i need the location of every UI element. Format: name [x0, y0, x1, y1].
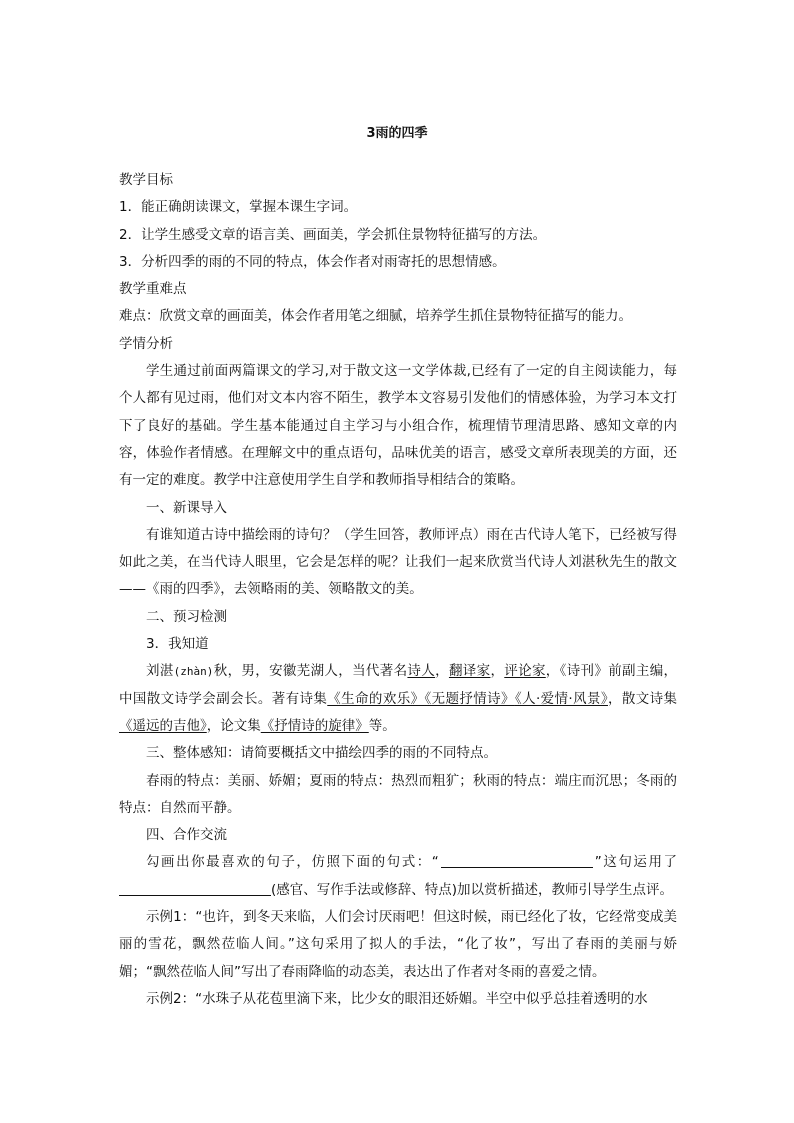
underlined-term: 诗人 — [407, 663, 436, 680]
separator: ， — [435, 663, 449, 680]
author-text: 等。 — [368, 717, 396, 734]
author-text: 刘湛 — [146, 663, 174, 680]
book-title: 《人·爱情·风景》 — [514, 690, 608, 707]
author-text: 秋，男，安徽芜湖人，当代著名 — [213, 663, 408, 680]
task-text: 勾画出你最喜欢的句子，仿照下面的句式：“ — [146, 854, 439, 871]
task-paragraph — [119, 849, 677, 904]
document-body — [119, 167, 677, 1013]
author-paragraph — [119, 658, 677, 740]
goal-item: 3．分析四季的雨的不同的特点，体会作者对雨寄托的思想情感。 — [119, 253, 506, 270]
features-paragraph: 春雨的特点：美丽、娇媚；夏雨的特点：热烈而粗犷；秋雨的特点：端庄而沉思；冬雨的特点：自然而平静。 — [119, 772, 677, 816]
analysis-paragraph: 学生通过前面两篇课文的学习,对于散文这一文学体裁,已经有了一定的自主阅读能力，每个人都有见过雨，他们对文本内容不陌生，教学本文容易引发他们的情感体验，为学习本文打下了良好的基础。学生基本能通过自主学习与小组合作，梳理情节理清思路、感知文章的内容，体验作者情感。在理解文中的重点语句，品味优美的语言，感受文章所表现美的方面，还有一定的难度。教学中注意使用学生自学和教师指导相结合的策略。 — [119, 363, 677, 489]
fill-blank — [441, 853, 593, 868]
heading-new-lesson: 一、新课导入 — [146, 499, 227, 516]
separator: ， — [490, 663, 505, 680]
fill-blank — [119, 881, 271, 896]
book-title: 《抒情诗的旋律》 — [260, 717, 369, 734]
book-title: 《生命的欢乐》 — [327, 690, 425, 707]
example-paragraph: 示例2：“水珠子从花苞里滴下来，比少女的眼泪还娇媚。半空中似乎总挂着透明的水 — [146, 990, 648, 1007]
know-heading: 3．我知道 — [146, 636, 209, 653]
heading-cooperation: 四、合作交流 — [146, 827, 227, 844]
author-text: ，《诗刊》前副主编，中国散文诗学会副会长。著有诗集 — [119, 663, 678, 707]
task-text: (感官、写作手法或修辞、特点)加以赏析描述，教师引导学生点评。 — [271, 881, 674, 898]
heading-overall: 三、整体感知：请简要概括文中描绘四季的雨的不同特点。 — [146, 745, 497, 762]
author-text: ，论文集 — [206, 717, 261, 734]
goal-item: 2．让学生感受文章的语言美、画面美，学会抓住景物特征描写的方法。 — [119, 226, 547, 243]
intro-paragraph: 有谁知道古诗中描绘雨的诗句？（学生回答，教师评点）雨在古代诗人笔下，已经被写得如此之美，在当代诗人眼里，它会是怎样的呢？让我们一起来欣赏当代诗人刘湛秋先生的散文——《雨的四季》，去领略雨的美、领略散文的美。 — [119, 526, 677, 598]
heading-preview: 二、预习检测 — [146, 608, 227, 625]
example-paragraph: 示例1：“也许，到冬天来临，人们会讨厌雨吧！但这时候，雨已经化了妆，它经常变成美丽的雪花，飘然莅临人间。”这句采用了拟人的手法，“化了妆”，写出了春雨的美丽与娇媚；“飘然莅临人间”写出了春雨降临的动态美，表达出了作者对冬雨的喜爱之情。 — [119, 909, 677, 980]
document-title: 3雨的四季 — [366, 126, 428, 141]
book-title: 《遥远的吉他》 — [119, 717, 207, 734]
difficulty-text: 难点：欣赏文章的画面美，体会作者用笔之细腻，培养学生抓住景物特征描写的能力。 — [119, 308, 632, 325]
author-text: ，散文诗集 — [607, 690, 678, 707]
task-text: ”这句运用了 — [594, 854, 677, 871]
heading-goals: 教学目标 — [119, 172, 173, 188]
underlined-term: 翻译家 — [448, 663, 491, 680]
pinyin-annotation: (zhàn) — [173, 665, 214, 679]
book-title: 《无题抒情诗》 — [424, 690, 515, 707]
goal-item: 1．能正确朗读课文，掌握本课生字词。 — [119, 199, 358, 216]
heading-analysis: 学情分析 — [119, 335, 173, 352]
heading-key-points: 教学重难点 — [119, 281, 187, 298]
underlined-term: 评论家 — [504, 663, 546, 680]
